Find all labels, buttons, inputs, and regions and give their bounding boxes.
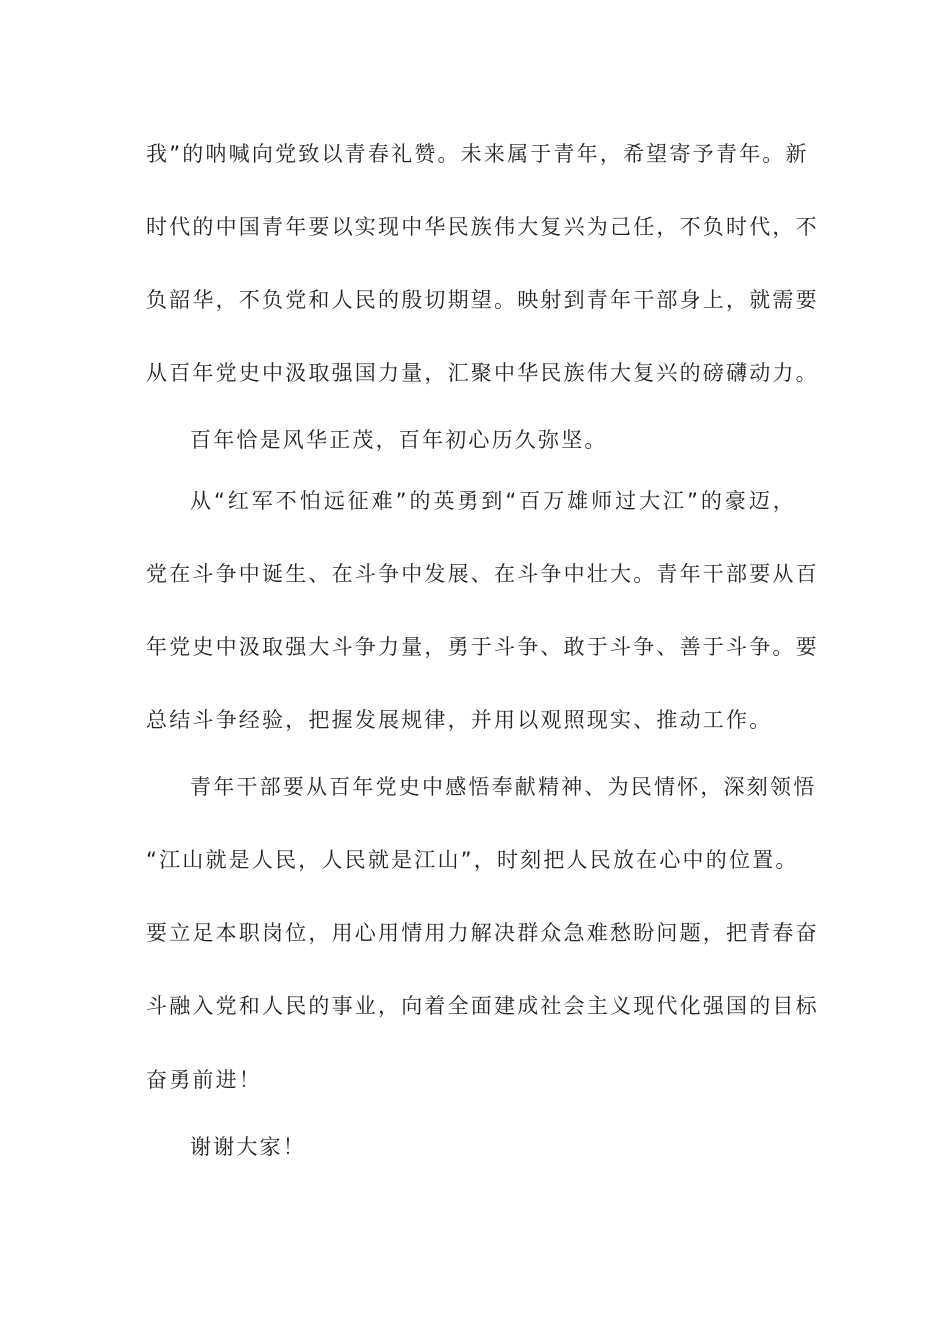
body-text-line: “江山就是人民，人民就是江山”，时刻把人民放在心中的位置。: [146, 848, 799, 872]
paragraph-first-line: 百年恰是风华正茂，百年初心历久弥坚。: [190, 428, 608, 452]
body-text-line: 党在斗争中诞生、在斗争中发展、在斗争中壮大。青年干部要从百: [146, 562, 819, 586]
body-text-line: 负韶华，不负党和人民的殷切期望。映射到青年干部身上，就需要: [146, 288, 819, 312]
body-text-line: 斗融入党和人民的事业，向着全面建成社会主义现代化强国的目标: [146, 994, 819, 1018]
body-text-line: 要立足本职岗位，用心用情用力解决群众急难愁盼问题，把青春奋: [146, 921, 819, 945]
paragraph-first-line: 青年干部要从百年党史中感悟奉献精神、为民情怀，深刻领悟: [190, 775, 817, 799]
body-text-line: 总结斗争经验，把握发展规律，并用以观照现实、推动工作。: [146, 708, 773, 732]
paragraph-first-line: 从“红军不怕远征难”的英勇到“百万雄师过大江”的豪迈，: [190, 489, 796, 513]
body-text-line: 年党史中汲取强大斗争力量，勇于斗争、敢于斗争、善于斗争。要: [146, 635, 819, 659]
body-text-line: 奋勇前进！: [146, 1068, 262, 1092]
closing-line: 谢谢大家！: [190, 1135, 306, 1159]
body-text-line: 从百年党史中汲取强国力量，汇聚中华民族伟大复兴的磅礴动力。: [146, 361, 819, 385]
body-text-line: 我”的呐喊向党致以青春礼赞。未来属于青年，希望寄予青年。新: [146, 142, 809, 166]
body-text-line: 时代的中国青年要以实现中华民族伟大复兴为己任，不负时代，不: [146, 215, 819, 239]
